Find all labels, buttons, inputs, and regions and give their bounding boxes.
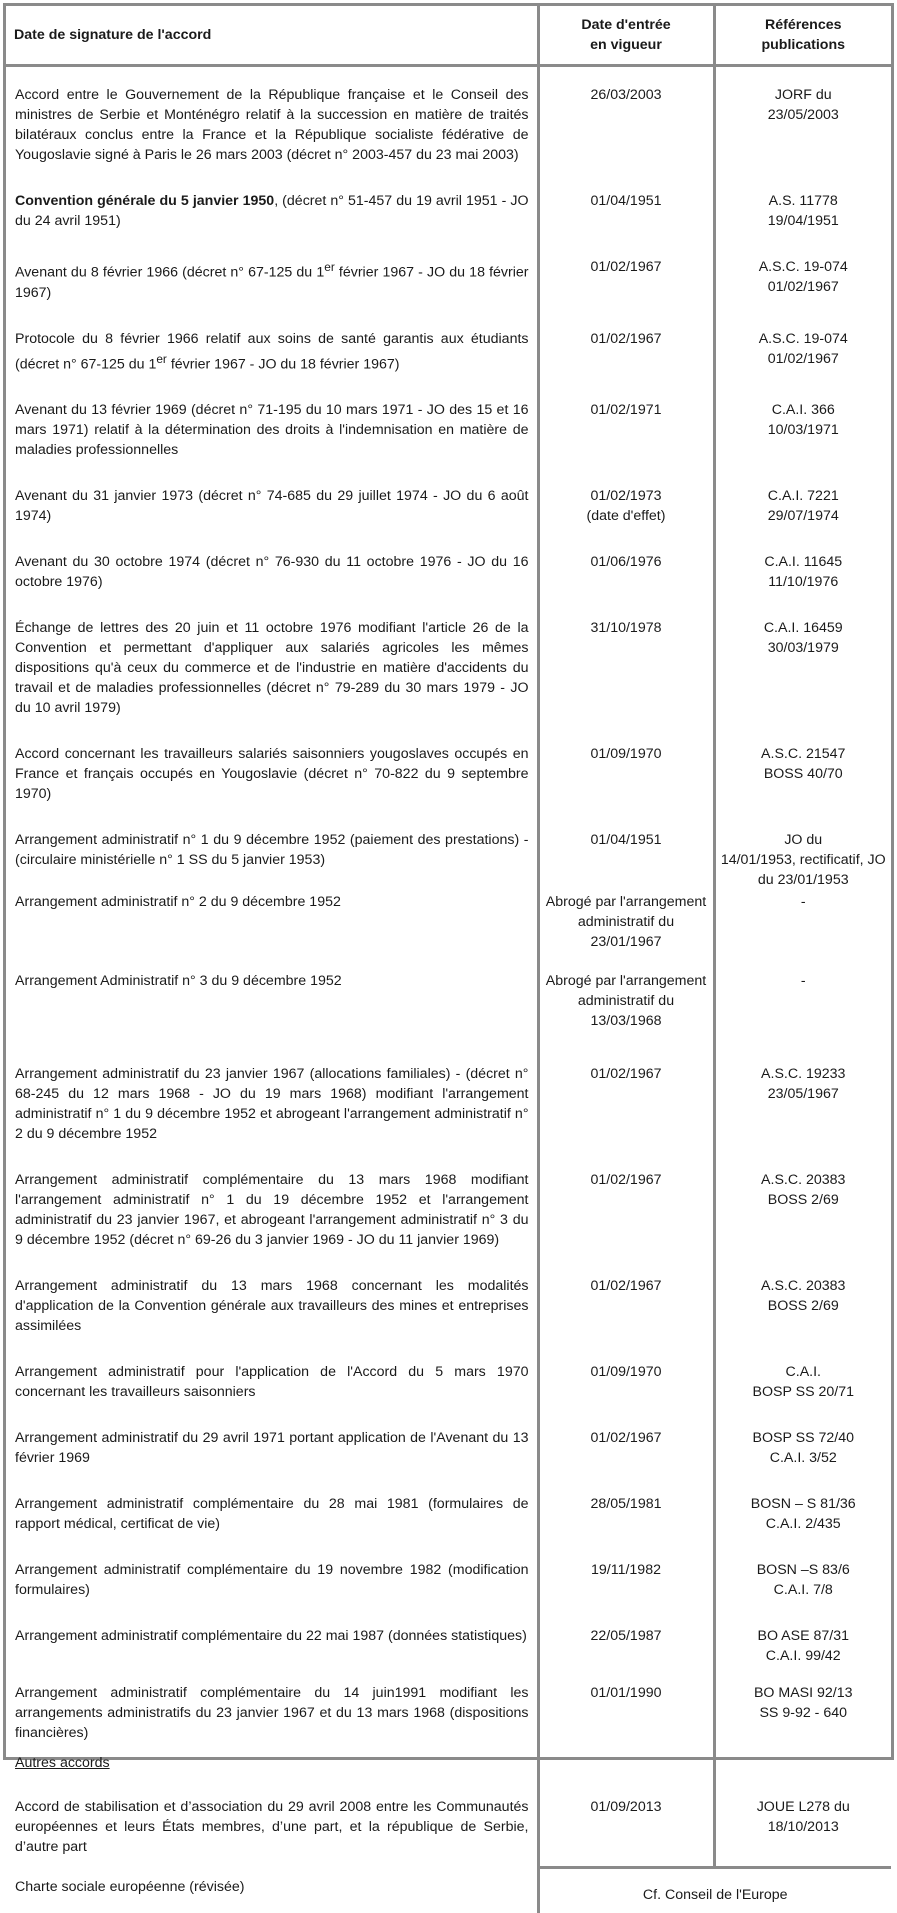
row-entry-date [538,241,714,313]
row-entry-date [538,313,714,385]
table-row [6,1260,891,1346]
row-entry-date [538,384,714,470]
date-line: 01/02/1973 [590,488,662,505]
row-entry-date [538,1154,714,1260]
date-line: Abrogé par l'arrangement [545,894,707,911]
agreements-table [6,6,891,1913]
row-references [714,1412,891,1478]
row-references [714,1478,891,1544]
ref-line: JOUE L278 du [756,1799,850,1816]
row-entry-date [538,1048,714,1154]
date-line: 01/02/1971 [590,402,662,419]
charter-description: Charte sociale européenne (révisée) [15,1879,245,1896]
ref-line: C.A.I. 2/435 [765,1516,841,1533]
table-row [6,1781,891,1867]
convention-title: Convention générale du 5 janvier 1950 [15,193,275,209]
date-line: administratif du [577,914,675,931]
date-line: 31/10/1978 [590,620,662,637]
date-line: 01/01/1990 [590,1685,662,1702]
row-entry-date [538,1667,714,1753]
row-description: Avenant du 30 octobre 1974 (décret n° 76-930 du 11 octobre 1976 - JO du 16 octobre 1976) [15,554,529,591]
ref-line: A.S.C. 19-074 [758,330,848,347]
superscript: er [156,351,167,366]
ref-line: C.A.I. 7221 [767,488,839,505]
header-entry-date [538,6,714,66]
date-line: 01/02/1967 [590,259,662,275]
date-line: 01/02/1967 [590,1066,662,1083]
table-row [6,1048,891,1154]
row-references [714,1154,891,1260]
table-row [6,1346,891,1412]
ref-line: A.S. 11778 [768,193,838,209]
empty-cell [538,1753,714,1781]
date-line: 01/09/1970 [590,1364,662,1381]
date-line: 19/11/1982 [591,1562,661,1579]
header-references [714,6,891,66]
ref-line: C.A.I. 11645 [764,554,843,571]
ref-line: JORF du [774,87,832,103]
row-references [714,536,891,602]
table-row [6,384,891,470]
ref-line: A.S.C. 19-074 [758,259,848,275]
table-row [6,470,891,536]
table-row [6,969,891,1048]
row-references [714,969,891,1048]
table-row [6,1154,891,1260]
row-description: Arrangement administratif du 29 avril 1971 portant application de l'Avenant du 13 février 1969 [15,1430,529,1467]
row-entry-date [538,1260,714,1346]
ref-line: 30/03/1979 [767,640,839,657]
ref-line: BOSN – S 81/36 [750,1496,856,1513]
row-description: Avenant du 31 janvier 1973 (décret n° 74-685 du 29 juillet 1974 - JO du 6 août 1974) [15,488,529,525]
header-col2-line2: en vigueur [590,37,662,53]
ref-line: BOSS 2/69 [767,1192,839,1209]
row-description: Arrangement administratif n° 1 du 9 décembre 1952 (paiement des prestations) - (circulaire ministérielle n° 1 SS du 5 janvier 1953) [15,832,529,869]
row-description: Arrangement administratif n° 2 du 9 décembre 1952 [15,894,341,911]
superscript: er [324,260,335,274]
section-title-cell [6,1753,538,1781]
table-row [6,241,891,313]
row-references [714,470,891,536]
ref-line: - [800,894,806,911]
row-description: Avenant du 13 février 1969 (décret n° 71-195 du 10 mars 1971 - JO des 15 et 16 mars 1971) relatif à la détermination des droits à l'indemnisation en matière de maladies professionnelles [15,402,529,459]
date-line: 28/05/1981 [590,1496,662,1513]
row-references [714,66,891,176]
ref-line: A.S.C. 20383 [761,1172,846,1189]
table-row [6,1478,891,1544]
row-description: Accord concernant les travailleurs salariés saisonniers yougoslaves occupés en France et français occupés en Yougoslavie (décret n° 70-822 du 9 septembre 1970) [15,746,529,803]
section-row [6,1753,891,1781]
table-row [6,175,891,241]
date-line: 13/03/1968 [590,1013,662,1030]
table-row [6,66,891,176]
ref-line: BOSP SS 20/71 [752,1384,854,1401]
ref-line: BOSP SS 72/40 [752,1430,854,1447]
date-line: 01/04/1951 [590,832,662,849]
ref-line: BOSS 40/70 [763,766,843,783]
date-line: Abrogé par l'arrangement [545,973,707,990]
row-description: Arrangement administratif complémentaire du 13 mars 1968 modifiant l'arrangement administratif n° 1 du 19 décembre 1952 et l'arrangement administratif du 23 janvier 1967, et abrogeant l'arrangement administratif n° 3 du 9 décembre 1952 (décret n° 69-26 du 3 janvier 1969 - JO du 11 janvier 1969) [15,1172,529,1249]
row-references [714,728,891,814]
ref-line: C.A.I. 99/42 [765,1648,841,1665]
ref-line: A.S.C. 19233 [761,1066,846,1083]
ref-line: C.A.I. 7/8 [773,1582,833,1599]
row-entry-date [538,1478,714,1544]
ref-line: 10/03/1971 [767,422,839,439]
row-description [6,313,538,385]
table-row [6,814,891,890]
desc-part: février 1967 - JO du 18 février 1967) [15,264,529,301]
date-line: 01/09/2013 [590,1799,662,1816]
table-row [6,602,891,728]
ref-line: du 23/01/1953 [757,872,849,889]
convention-details: , (décret n° 51-457 du 19 avril 1951 - JO du 24 avril 1951) [15,193,529,229]
empty-cell [714,1753,891,1781]
row-description: Arrangement administratif complémentaire du 22 mai 1987 (données statistiques) [15,1628,527,1645]
header-col3-line1: Références [764,17,842,33]
row-references [714,175,891,241]
row-entry-date [538,1412,714,1478]
desc-part: février 1967 - JO du 18 février 1967) [166,356,400,373]
row-description: Accord entre le Gouvernement de la République française et le Conseil des ministres de Serbie et Monténégro relatif à la succession en matière de traités bilatéraux conclus entre la France et la République socialiste fédérative de Yougoslavie signé à Paris le 26 mars 2003 (décret n° 2003-457 du 23 mai 2003) [15,87,529,163]
ref-line: C.A.I. 16459 [763,620,843,637]
charter-reference: Cf. Conseil de l'Europe [538,1867,891,1913]
row-entry-date [538,470,714,536]
date-note: (date d'effet) [586,508,666,525]
ref-line: C.A.I. 366 [771,402,835,419]
table-header [6,6,891,66]
date-line: 01/04/1951 [590,193,662,209]
row-entry-date [538,1781,714,1867]
row-description: Arrangement administratif complémentaire du 19 novembre 1982 (modification formulaires) [15,1562,529,1599]
row-entry-date [538,1610,714,1667]
ref-line: 23/05/1967 [767,1086,839,1103]
row-entry-date [538,536,714,602]
row-entry-date [538,602,714,728]
row-entry-date [538,175,714,241]
row-entry-date [538,728,714,814]
ref-line: BO MASI 92/13 [753,1685,853,1702]
ref-line: C.A.I. 3/52 [769,1450,837,1467]
row-references [714,384,891,470]
row-references [714,241,891,313]
row-description: Arrangement administratif complémentaire du 28 mai 1981 (formulaires de rapport médical, certificat de vie) [15,1496,529,1533]
date-line: 22/05/1987 [590,1628,662,1645]
row-references [714,1610,891,1667]
row-description [6,175,538,241]
table-row [6,1544,891,1610]
date-line: 01/09/1970 [590,746,662,763]
row-entry-date [538,66,714,176]
ref-line: BOSS 2/69 [767,1298,839,1315]
row-references [714,890,891,969]
ref-line: 11/10/1976 [768,574,839,591]
ref-line: A.S.C. 20383 [761,1278,846,1295]
section-title: Autres accords [15,1755,110,1772]
table-row [6,890,891,969]
row-description: Arrangement administratif complémentaire du 14 juin1991 modifiant les arrangements administratifs du 23 janvier 1967 et du 13 mars 1968 (dispositions financières) [15,1685,529,1742]
ref-line: 01/02/1967 [767,350,839,367]
row-description: Arrangement administratif du 23 janvier 1967 (allocations familiales) - (décret n° 68-245 du 12 mars 1968 - JO du 19 mars 1968) modifiant l'arrangement administratif n° 1 du 9 décembre 1952 et abrogeant l'arrangement administratif n° 2 du 9 décembre 1952 [15,1066,529,1143]
date-line: 23/01/1967 [590,934,662,951]
ref-line: C.A.I. [785,1364,821,1381]
date-line: 01/06/1976 [590,554,662,571]
header-signature-date [6,6,538,66]
date-line: administratif du [577,993,675,1010]
desc-part: Avenant du 8 février 1966 (décret n° 67-125 du 1 [15,264,325,281]
table-row [6,728,891,814]
row-entry-date [538,1544,714,1610]
date-line: 01/02/1967 [590,1172,662,1189]
table-row [6,1667,891,1753]
row-references [714,814,891,890]
table-row [6,1610,891,1667]
ref-line: BOSN –S 83/6 [756,1562,850,1579]
row-description [6,241,538,313]
date-line: 01/02/1967 [590,330,662,347]
ref-line: SS 9-92 - 640 [759,1705,848,1722]
row-description: Échange de lettres des 20 juin et 11 octobre 1976 modifiant l'article 26 de la Convention et permettant d'appliquer aux salariés agricoles les mêmes dispositions qu'à ceux du commerce et de l'industrie en matière d'accidents du travail et de maladies professionnelles (décret n° 79-289 du 30 mars 1979 - JO du 10 avril 1979) [15,620,529,717]
ref-line: 29/07/1974 [767,508,839,525]
row-entry-date [538,1346,714,1412]
row-references [714,313,891,385]
row-entry-date [538,890,714,969]
date-line: 01/02/1967 [590,1278,662,1295]
ref-line: 14/01/1953, rectificatif, JO [720,852,886,869]
ref-line: 19/04/1951 [767,213,839,229]
row-entry-date [538,969,714,1048]
table-row [6,313,891,385]
table-row [6,1412,891,1478]
date-line: 26/03/2003 [590,87,662,103]
row-entry-date [538,814,714,890]
ref-line: 23/05/2003 [767,107,839,123]
ref-line: 01/02/1967 [767,279,839,295]
row-description: Accord de stabilisation et d’association du 29 avril 2008 entre les Communautés européennes et leurs États membres, d’une part, et la république de Serbie, d’autre part [15,1799,529,1856]
row-references [714,602,891,728]
ref-line: - [800,973,806,990]
row-references [714,1667,891,1753]
ref-line: A.S.C. 21547 [761,746,846,763]
ref-line: JO du [784,832,823,849]
row-description: Arrangement Administratif n° 3 du 9 décembre 1952 [15,973,342,990]
row-description: Arrangement administratif pour l'application de l'Accord du 5 mars 1970 concernant les travailleurs saisonniers [15,1364,529,1401]
row-references [714,1260,891,1346]
row-references [714,1346,891,1412]
desc-part: Protocole du 8 février 1966 relatif aux soins de santé garantis aux étudiants (décret n° 67-125 du 1 [15,330,529,373]
row-references [714,1544,891,1610]
header-col1-text: Date de signature de l'accord [14,27,212,43]
row-description: Arrangement administratif du 13 mars 1968 concernant les modalités d'application de la Convention générale aux travailleurs des mines et entreprises assimilées [15,1278,529,1335]
ref-line: BO ASE 87/31 [757,1628,849,1645]
table-row [6,536,891,602]
row-references [714,1048,891,1154]
agreements-table-frame [3,3,894,1903]
header-col3-line2: publications [761,37,846,53]
charter-row [6,1867,891,1913]
date-line: 01/02/1967 [590,1430,662,1447]
row-references [714,1781,891,1867]
header-col2-line1: Date d'entrée [581,17,671,33]
ref-line: 18/10/2013 [767,1819,839,1836]
